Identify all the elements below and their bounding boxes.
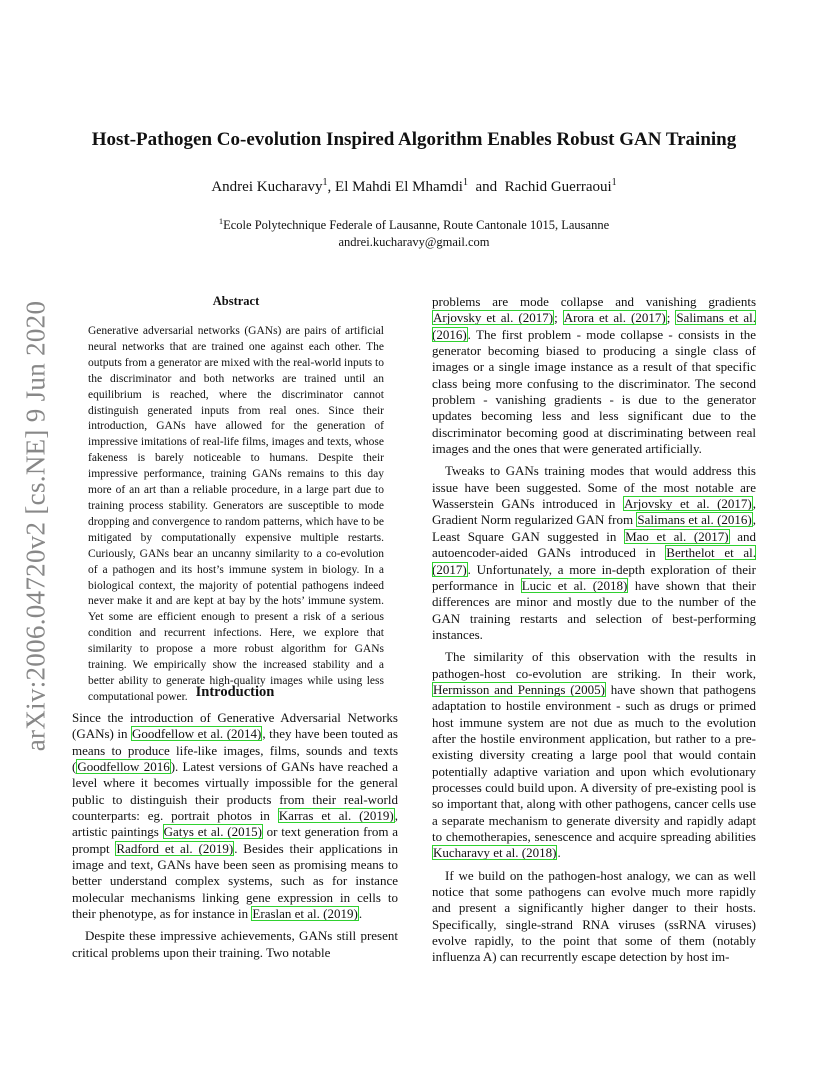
affiliation-text: Ecole Polytechnique Federale of Lausanne, Route Cantonale 1015, Lausanne xyxy=(223,218,610,233)
affiliation-line xyxy=(60,213,768,234)
citation-link[interactable]: Hermisson and Pennings (2005) xyxy=(433,681,605,697)
right-paragraph-1 xyxy=(432,294,756,457)
author-list xyxy=(60,177,768,196)
right-column-body xyxy=(432,294,756,966)
introduction-heading: Introduction xyxy=(195,684,275,700)
contact-email: andrei.kucharavy@gmail.com xyxy=(338,235,490,250)
citation-link[interactable]: Mao et al. (2017) xyxy=(625,528,729,544)
body-text: have shown that pathogens adaptation to hostile environment - such as drugs or primed host immune system are not due as much to the evolution after the hostile environment application, but rather to a pre-existing diversity creating a large pool that would contain potentially adaptive variation and upon which evolutionary processes could build upon. A diversity of pre-existing pool is so important that, along with other pathogens, cancer cells use a separate mechanism to generate diversity and rapidly adapt to chemotherapies, senescence and acquire spreading abilities xyxy=(432,681,756,844)
body-text: , they have been touted as means to produce life-like images, films, sounds and texts ( xyxy=(72,726,398,775)
citation-link[interactable]: Goodfellow 2016 xyxy=(77,759,170,775)
body-text: , Gradient Norm regularized GAN from xyxy=(432,496,757,528)
right-paragraph-3 xyxy=(432,649,756,861)
citation-link[interactable]: Lucic et al. (2018) xyxy=(521,577,628,593)
body-text: . xyxy=(358,906,363,922)
author-affiliation-mark: 1 xyxy=(611,177,617,188)
body-text: and autoencoder-aided GANs introduced in xyxy=(432,528,756,561)
body-text: ; xyxy=(666,310,676,326)
body-text: ). Latest versions of GANs have reached a level where it becomes virtually impossible for the general public to distinguish their products from their real-world counterparts: eg. portrait photos in xyxy=(72,759,398,824)
citation-link[interactable]: Goodfellow et al. (2014) xyxy=(132,726,262,742)
intro-paragraph-1 xyxy=(72,710,398,922)
arxiv-sidebar-stamp xyxy=(8,296,64,756)
author-name: Andrei Kucharavy xyxy=(211,179,323,195)
citation-link[interactable]: Radford et al. (2019) xyxy=(116,840,234,856)
affiliation-block xyxy=(60,213,768,251)
citation-link[interactable]: Salimans et al. (2016) xyxy=(637,512,752,528)
citation-link[interactable]: Eraslan et al. (2019) xyxy=(252,906,358,922)
body-text: ; xyxy=(554,310,563,326)
citation-link[interactable]: Gatys et al. (2015) xyxy=(163,824,262,840)
right-paragraph-4: If we build on the pathogen-host analogy, we can as well notice that some pathogens can evolve much more rapidly and present a significantly higher danger to their hosts. Specifically, single-strand RNA viruses (ssRNA viruses) evolve rapidly, to the point that some of them (notably influenza A) can recurrently escape detection by host im- xyxy=(432,867,756,965)
citation-link[interactable]: Kucharavy et al. (2018) xyxy=(433,845,557,861)
body-text: . Unfortunately, a more in-depth exploration of their performance in xyxy=(432,561,756,593)
abstract-text: Generative adversarial networks (GANs) are pairs of artificial neural networks that are trained one against each other. The outputs from a generator are mixed with the real-world inputs to the discriminator and both networks are trained until an equilibrium is reached, where the discriminator cannot distinguish generated inputs from real ones. Since their introduction, GANs have allowed for the generation of impressive imitations of real-life films, images and texts, whose fakeness is barely noticeable to humans. Despite their impressive performance, training GANs remains to this day more of an art than a reliable procedure, in a large part due to training process stability. Generators are susceptible to mode dropping and convergence to random patterns, which have to be mitigated by computationally expensive multiple restarts. Curiously, GANs bear an uncanny similarity to a co-evolution of a pathogen and its host’s immune system in biology. In a biological context, the majority of potential pathogens indeed never make it and are kept at bay by the hots’ immune system. Yet some are efficient enough to present a risk of a serious condition and recurrent infections. Here, we explore that similarity to propose a more robust algorithm for GANs training. We empirically show the increased stability and a better ability to generate high-quality images while using less computational power. xyxy=(88,325,384,703)
body-text: . The first problem - mode collapse - consists in the generator becoming biased to producing a single class of images or a single image instance as a result of that specific class being more confusing to the discriminator. The second problem - vanishing gradients - is due to the generator updates becoming less and less significant due to the discriminator becoming good at discriminating between real images and the ones that were generated artificially. xyxy=(432,326,756,457)
right-paragraph-2 xyxy=(432,463,756,643)
body-text: The similarity of this observation with the results in pathogen-host co-evolution are striking. In their work, xyxy=(432,649,756,681)
body-text: . xyxy=(557,845,561,861)
left-column-body xyxy=(72,710,398,961)
author-affiliation-mark: 1 xyxy=(462,177,468,188)
citation-link[interactable]: Berthelot et al. (2017) xyxy=(432,545,756,577)
author-name: and Rachid Guerraoui xyxy=(467,179,612,195)
citation-link[interactable]: Arora et al. (2017) xyxy=(563,310,666,326)
citation-link[interactable]: Karras et al. (2019) xyxy=(278,808,394,824)
body-text: , artistic paintings xyxy=(72,808,398,840)
arxiv-identifier: arXiv:2006.04720v2 [cs.NE] 9 Jun 2020 xyxy=(20,300,51,752)
citation-link[interactable]: Arjovsky et al. (2017) xyxy=(623,496,752,512)
body-text: Tweaks to GANs training modes that would address this issue have been suggested. Some of the most notable are Wasserstein GANs introduced in xyxy=(432,463,756,512)
citation-link[interactable]: Arjovsky et al. (2017) xyxy=(433,310,554,326)
intro-paragraph-2: Despite these impressive achievements, GANs still present critical problems upon their training. Two notable xyxy=(72,928,398,960)
body-text: , Least Square GAN suggested in xyxy=(432,512,756,544)
body-text: Since the introduction of Generative Adversarial Networks (GANs) in xyxy=(72,710,398,742)
author-affiliation-mark: 1 xyxy=(322,177,328,188)
affiliation-mark: 1 xyxy=(218,216,224,226)
body-text: or text generation from a prompt xyxy=(72,824,398,856)
body-text: . Besides their applications in image and text, GANs have been seen as promising means to better understand complex systems, such as for instance molecular mechanisms linking gene expression in cells to their phenotype, as for instance in xyxy=(72,840,398,922)
paper-title: Host-Pathogen Co-evolution Inspired Algorithm Enables Robust GAN Training xyxy=(91,129,737,150)
body-text: problems are mode collapse and vanishing gradients xyxy=(432,294,756,309)
abstract-heading: Abstract xyxy=(212,294,260,308)
body-text: have shown that their differences are minor and mostly due to the number of the GAN training restarts and selection of best-performing instances. xyxy=(432,577,756,642)
author-name: , El Mahdi El Mhamdi xyxy=(327,179,463,195)
citation-link[interactable]: Salimans et al. (2016) xyxy=(432,310,756,342)
